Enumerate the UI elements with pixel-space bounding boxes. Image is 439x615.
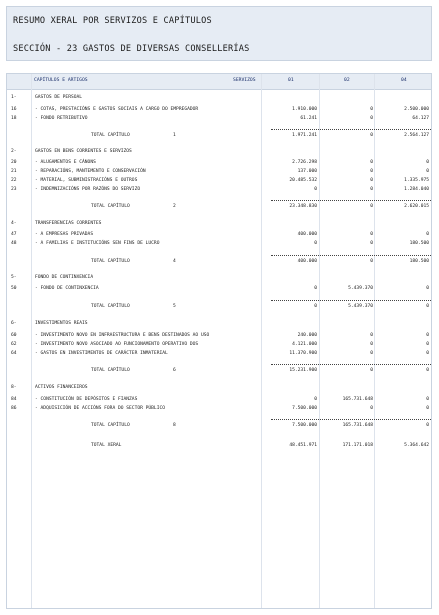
column-header-04: 04 (401, 78, 407, 83)
value-01: 20.485.532 (289, 178, 317, 183)
table-row (7, 187, 431, 196)
row-code: 62 (11, 342, 17, 347)
table-row (7, 286, 431, 295)
table-row (7, 351, 431, 360)
row-label: - ADQUISICIÓN DE ACCIÓNS FORA DO SECTOR PÚBLICO (35, 406, 165, 411)
row-code: 47 (11, 232, 17, 237)
value-04: 0 (426, 351, 429, 356)
value-04: 5.364.642 (404, 443, 429, 448)
value-02: 5.439.370 (348, 286, 373, 291)
value-01: 0 (314, 286, 317, 291)
row-label: - GASTOS EN INVESTIMENTOS DE CARÁCTER INMATERIAL (35, 351, 168, 356)
chapter-row (7, 321, 431, 330)
value-02: 0 (370, 232, 373, 237)
row-label: - CONSTITUCIÓN DE DEPÓSITOS E FIANZAS (35, 397, 138, 402)
table-row (7, 116, 431, 125)
value-02: 0 (370, 368, 373, 373)
value-04: 0 (426, 169, 429, 174)
value-02: 0 (370, 178, 373, 183)
value-04: 1.284.040 (404, 187, 429, 192)
value-04: 0 (426, 406, 429, 411)
subtotal-separator (271, 364, 431, 365)
chapter-number: 1 (173, 133, 176, 138)
value-01: 240.000 (297, 333, 317, 338)
row-label: - REPARACIÓNS, MANTEMENTO E CONSERVACIÓN (35, 169, 146, 174)
grand-total-row (7, 443, 431, 452)
value-02: 0 (370, 333, 373, 338)
chapter-row (7, 275, 431, 284)
chapter-total-row (7, 259, 431, 268)
row-code: 2- (11, 149, 17, 154)
value-04: 180.500 (409, 259, 429, 264)
table-row (7, 169, 431, 178)
table-row (7, 232, 431, 241)
value-02: 0 (370, 107, 373, 112)
value-02: 0 (370, 187, 373, 192)
value-01: 4.121.000 (292, 342, 317, 347)
value-01: 61.241 (300, 116, 317, 121)
value-01: 7.500.000 (292, 406, 317, 411)
value-02: 0 (370, 241, 373, 246)
value-04: 2.564.127 (404, 133, 429, 138)
value-02: 165.731.648 (342, 423, 373, 428)
value-04: 2.500.000 (404, 107, 429, 112)
row-label: - INDEMNIZACIÓNS POR RAZÓNS DO SERVIZO (35, 187, 141, 192)
table-header (7, 74, 431, 90)
chapter-total-row (7, 423, 431, 432)
value-04: 0 (426, 286, 429, 291)
table-row (7, 333, 431, 342)
row-code: 6- (11, 321, 17, 326)
row-label: INVESTIMENTOS REAIS (35, 321, 88, 326)
row-code: 18 (11, 116, 17, 121)
value-02: 0 (370, 116, 373, 121)
row-code: 23 (11, 187, 17, 192)
value-01: 7.500.000 (292, 423, 317, 428)
value-02: 0 (370, 259, 373, 264)
report-header (6, 6, 432, 61)
row-code: 8- (11, 385, 17, 390)
value-02: 0 (370, 204, 373, 209)
row-code: 20 (11, 160, 17, 165)
row-label: TOTAL CAPÍTULO (91, 133, 130, 138)
report-subtitle: SECCIÓN - 23 GASTOS DE DIVERSAS CONSELLERÍAS (13, 44, 250, 54)
row-label: - INVESTIMENTO NOVO EN INFRAESTRUCTURA E BENS DESTINADOS AO USO (35, 333, 210, 338)
value-04: 0 (426, 423, 429, 428)
value-01: 137.000 (297, 169, 317, 174)
value-01: 0 (314, 241, 317, 246)
chapter-total-row (7, 204, 431, 213)
row-code: 48 (11, 241, 17, 246)
row-label: - COTAS, PRESTACIÓNS E GASTOS SOCIAIS A CARGO DO EMPREGADOR (35, 107, 199, 112)
value-04: 0 (426, 333, 429, 338)
table-row (7, 160, 431, 169)
subtotal-separator (271, 300, 431, 301)
value-04: 0 (426, 342, 429, 347)
row-code: 22 (11, 178, 17, 183)
table-row (7, 342, 431, 351)
value-04: 0 (426, 397, 429, 402)
value-01: 11.370.900 (289, 351, 317, 356)
subtotal-separator (271, 200, 431, 201)
value-02: 165.731.648 (342, 397, 373, 402)
table-row (7, 178, 431, 187)
value-01: 48.451.971 (289, 443, 317, 448)
value-02: 0 (370, 169, 373, 174)
value-04: 0 (426, 304, 429, 309)
value-01: 0 (314, 187, 317, 192)
value-02: 0 (370, 160, 373, 165)
subtotal-separator (271, 255, 431, 256)
chapter-number: 2 (173, 204, 176, 209)
row-label: GASTOS DE PERSOAL (35, 95, 83, 100)
value-01: 400.000 (297, 259, 317, 264)
value-01: 1.971.241 (292, 133, 317, 138)
value-01: 2.726.298 (292, 160, 317, 165)
chapter-total-row (7, 133, 431, 142)
value-04: 0 (426, 368, 429, 373)
table-row (7, 107, 431, 116)
row-label: - A EMPRESAS PRIVADAS (35, 232, 94, 237)
chapter-number: 5 (173, 304, 176, 309)
row-code: 60 (11, 333, 17, 338)
report-title: RESUMO XERAL POR SERVIZOS E CAPÍTULOS (13, 16, 212, 26)
value-02: 0 (370, 406, 373, 411)
value-02: 0 (370, 342, 373, 347)
row-label: TRANSFERENCIAS CORRENTES (35, 221, 102, 226)
table-row (7, 397, 431, 406)
row-code: 50 (11, 286, 17, 291)
value-04: 180.500 (409, 241, 429, 246)
table-row (7, 406, 431, 415)
row-code: 21 (11, 169, 17, 174)
value-01: 15.231.900 (289, 368, 317, 373)
row-code: 1- (11, 95, 17, 100)
chapter-row (7, 95, 431, 104)
chapter-total-row (7, 368, 431, 377)
value-01: 1.910.000 (292, 107, 317, 112)
value-01: 0 (314, 304, 317, 309)
column-header-01: 01 (288, 78, 294, 83)
chapter-row (7, 221, 431, 230)
row-label: GASTOS EN BENS CORRENTES E SERVIZOS (35, 149, 132, 154)
value-01: 0 (314, 397, 317, 402)
row-code: 84 (11, 397, 17, 402)
row-label: TOTAL CAPÍTULO (91, 368, 130, 373)
row-label: - MATERIAL, SUBMINISTRACIÓNS E OUTROS (35, 178, 138, 183)
value-02: 5.439.370 (348, 304, 373, 309)
row-label: TOTAL CAPÍTULO (91, 423, 130, 428)
chapter-number: 4 (173, 259, 176, 264)
value-01: 400.000 (297, 232, 317, 237)
table-row (7, 241, 431, 250)
row-label: - ALUGAMENTOS E CÁNONS (35, 160, 96, 165)
value-01: 23.348.830 (289, 204, 317, 209)
value-02: 0 (370, 351, 373, 356)
chapter-number: 8 (173, 423, 176, 428)
value-02: 171.171.018 (342, 443, 373, 448)
row-label: - A FAMILIAS E INSTITUCIÓNS SEN FINS DE LUCRO (35, 241, 160, 246)
row-label: FONDO DE CONTINXENCIA (35, 275, 94, 280)
row-label: - FONDO DE CONTINXENCIA (35, 286, 99, 291)
subtotal-separator (271, 419, 431, 420)
row-label: TOTAL CAPÍTULO (91, 304, 130, 309)
chapter-number: 6 (173, 368, 176, 373)
budget-table (6, 73, 432, 609)
row-code: 64 (11, 351, 17, 356)
row-code: 86 (11, 406, 17, 411)
column-header-chapters: CAPÍTULOS E ARTIGOS (34, 78, 88, 83)
row-code: 4- (11, 221, 17, 226)
row-code: 16 (11, 107, 17, 112)
column-header-services: SERVIZOS (233, 78, 256, 83)
value-04: 1.335.975 (404, 178, 429, 183)
row-label: TOTAL CAPÍTULO (91, 259, 130, 264)
subtotal-separator (271, 129, 431, 130)
value-04: 64.127 (412, 116, 429, 121)
chapter-row (7, 149, 431, 158)
value-04: 0 (426, 160, 429, 165)
row-label: - INVESTIMENTO NOVO ASOCIADO AO FUNCIONAMENTO OPERATIVO DOS (35, 342, 199, 347)
column-header-02: 02 (344, 78, 350, 83)
value-02: 0 (370, 133, 373, 138)
row-code: 5- (11, 275, 17, 280)
value-04: 2.620.015 (404, 204, 429, 209)
value-04: 0 (426, 232, 429, 237)
row-label: - FONDO RETRIBUTIVO (35, 116, 88, 121)
row-label: ACTIVOS FINANCEIROS (35, 385, 88, 390)
row-label: TOTAL CAPÍTULO (91, 204, 130, 209)
row-label: TOTAL XERAL (91, 443, 122, 448)
chapter-total-row (7, 304, 431, 313)
chapter-row (7, 385, 431, 394)
